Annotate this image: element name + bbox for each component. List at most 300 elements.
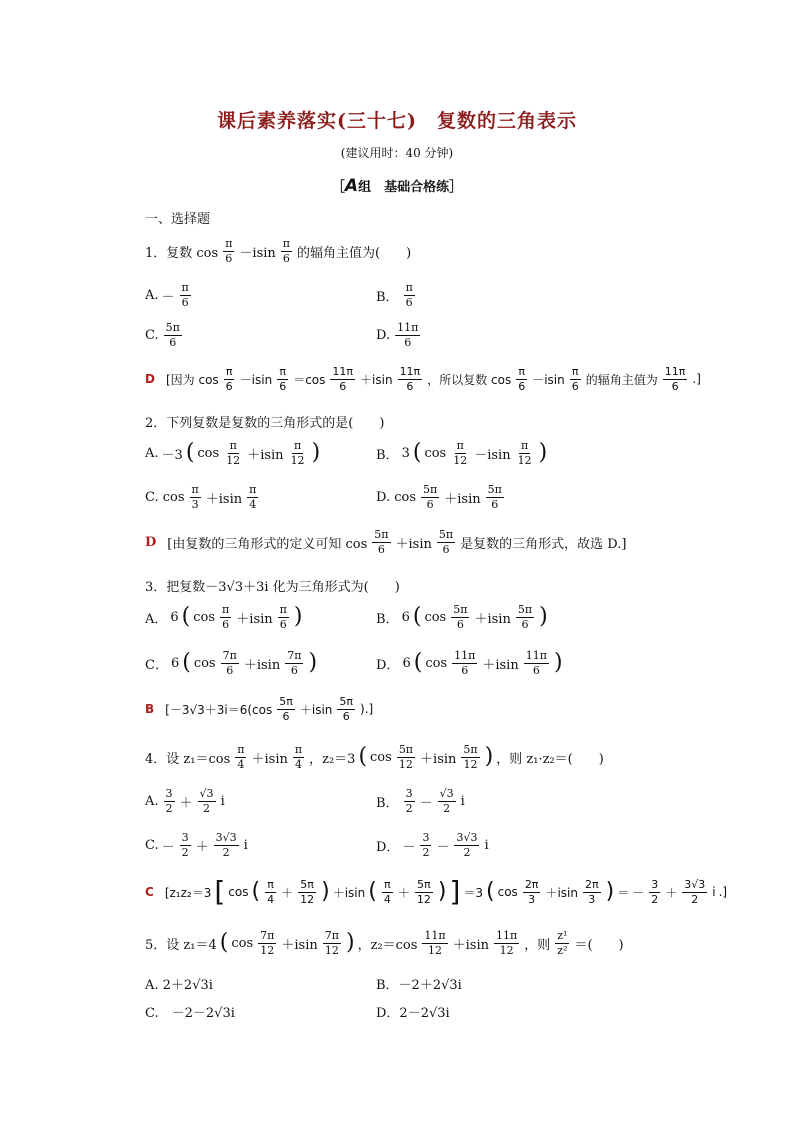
den: 3 [191,497,199,511]
frac [438,788,456,814]
sign: － [161,289,175,305]
num: 5π [165,321,180,334]
q5-stem [145,930,624,956]
paren-close: ) [605,879,615,904]
den: 12 [517,453,532,467]
den: 2 [222,845,230,859]
frac [682,879,707,905]
coef: 6 [402,655,411,671]
frac [289,440,307,466]
den: 6 [181,295,189,309]
num: 11π [664,365,686,378]
frac [372,529,390,555]
page-subtitle: (建议用时：40 分钟) [340,146,454,160]
paren-close: ) [308,650,318,676]
num: 7π [324,929,339,942]
cos: cos [424,445,447,461]
q5-option-c: C. －2－2√3i [145,1006,235,1021]
isin: ＋isin [444,491,481,507]
q1-explanation [145,366,701,392]
den: 2 [651,892,659,906]
coef: 6 [401,609,410,625]
cos: cos [231,935,254,951]
q2-stem: 2．下列复数是复数的三角形式的是( ) [145,416,385,431]
num: 5π [438,528,454,541]
den: 6 [405,295,413,309]
den: 6 [671,379,679,393]
frac [649,879,660,905]
frac [223,238,234,264]
num: 3√3 [215,831,237,844]
label: A. [145,287,159,303]
isin: ＋isin [205,491,243,507]
isin: ＋isin [332,885,366,900]
frac [523,879,541,905]
label: C. [145,327,159,343]
den: 6 [571,379,579,393]
den: 2 [463,845,471,859]
isin: ＋isin [281,937,318,953]
paren-open: ( [182,650,191,676]
num: 2π [524,877,539,891]
bracket-close: ] [449,875,461,908]
label: A． [145,611,168,627]
label: B． [376,795,399,811]
num: 11π [424,929,446,942]
q2-option-d [376,484,506,510]
exp: ＝ [617,885,630,900]
frac [663,366,688,392]
paren-open: ( [181,604,191,630]
paren-open: ( [219,930,229,956]
frac [404,282,415,308]
q1-answer: D [145,372,155,387]
frac [293,744,304,770]
den: 12 [290,453,305,467]
isin: ＋isin [482,657,519,673]
frac [452,650,477,676]
q4-option-a [145,788,225,814]
den: 2 [443,801,451,815]
den: 4 [267,892,275,906]
plus: ＋ [397,885,410,900]
paren-open: ( [413,650,423,676]
frac [278,604,289,630]
frac [164,322,182,348]
num: 5π [423,483,438,496]
num: 3 [405,787,413,800]
den: 2 [165,801,173,815]
den: 12 [453,453,468,467]
q1-stem [145,238,411,264]
exp: [由复数的三角形式的定义可知 cos [167,536,368,552]
isin: ＋isin [236,611,273,627]
exp: ＝3 [463,885,484,900]
bracket-open: [ [214,875,226,908]
den: 2 [203,801,211,815]
label: B． [376,289,399,305]
frac [398,366,423,392]
den: 2 [181,845,189,859]
paren-close: ) [345,930,355,956]
frac [524,650,549,676]
q2-option-c [145,484,260,510]
q4-option-d [376,832,489,858]
cos: cos [424,609,447,625]
label: A. [145,793,159,809]
num: 11π [496,929,518,942]
frac [281,238,292,264]
frac [451,440,469,466]
q4-option-c [145,832,248,858]
paren-close: ) [437,879,447,904]
num: 5π [279,695,293,708]
den: 4 [249,497,257,511]
frac [220,604,231,630]
exp: ＝cos [293,372,326,387]
frac [570,366,581,392]
paren-open: ( [368,879,377,904]
exp: [z₁z₂＝3 [164,885,212,900]
num: π [520,439,529,452]
den: 6 [279,379,287,393]
cos: cos [228,885,249,899]
den: 12 [324,943,339,957]
num: 5π [374,528,389,541]
label: D． [376,839,400,855]
label: D. [376,327,391,343]
frac [285,650,303,676]
frac [486,484,504,510]
paren-close: ) [311,440,321,466]
q5-stem-c: ，则 [524,937,551,953]
num: 5π [453,603,468,616]
exp: [因为 cos [165,372,219,387]
den: 6 [282,251,290,265]
den: 6 [461,663,469,677]
imag-unit: i [460,793,465,809]
den: 6 [225,379,233,393]
den: 12 [428,943,443,957]
paren-open: ( [412,604,422,630]
frac [224,440,242,466]
q4-explanation [145,875,728,908]
exp: －isin [239,372,273,387]
frac [330,366,355,392]
q1-stem-b: 的辐角主值为( ) [297,245,412,261]
q3-option-a [145,604,302,630]
frac [190,484,201,510]
num: π [279,365,287,378]
q1-option-c [145,322,184,348]
frac [404,788,415,814]
paren-close: ) [293,604,303,630]
paren-open: ( [486,879,495,904]
num: √3 [439,787,454,800]
isin: ＋isin [420,751,457,767]
den: 6 [339,379,347,393]
frac [451,604,469,630]
num: π [282,237,291,250]
section-label: 一、选择题 [145,212,211,227]
paren-open: ( [185,440,195,466]
cos: cos [425,655,448,671]
den: 12 [300,892,315,906]
cos: cos [497,885,518,899]
isin: －isin [474,447,511,463]
num: 11π [454,649,476,662]
coef: 6 [170,609,179,625]
frac [235,744,246,770]
plus: ＋ [179,795,193,811]
q2-answer: D [145,534,157,550]
exp: 是复数的三角形式，故选 D.] [460,536,627,552]
paren-close: ) [321,879,330,904]
frac [454,832,479,858]
num: π [229,439,237,452]
frac [214,832,239,858]
den: 6 [279,617,287,631]
num: π [571,365,579,378]
plus: ＋ [195,839,209,855]
num: 7π [222,649,237,662]
num: 3√3 [684,877,706,891]
q1-stem-a: 1．复数 cos [145,245,219,261]
num: 11π [332,365,354,378]
plus: ＋ [665,885,678,900]
frac [164,788,175,814]
label: D. cos [376,489,417,505]
label: A. [145,445,159,461]
exp: .] [718,885,728,899]
frac [277,696,295,722]
den: 6 [226,663,234,677]
label: C． [145,657,168,673]
paren-close: ) [539,604,548,630]
label: B． [376,611,399,627]
den: 12 [226,453,241,467]
frac [516,604,534,630]
imag-unit: i [712,885,716,899]
den: 6 [282,709,290,723]
neg: － [161,839,175,855]
num: π [267,877,274,891]
isin: ＋isin [474,611,511,627]
num: π [293,439,302,452]
paren-open: ( [412,440,422,466]
num: 5π [517,603,533,616]
q3-option-c [145,650,317,676]
den: 12 [463,757,478,771]
den: 3 [528,892,536,906]
den: 6 [169,335,177,349]
coef: 6 [170,655,180,671]
frac [180,832,191,858]
frac [258,930,276,956]
q4-option-b [376,788,465,814]
num: 3 [651,877,659,891]
exp: 的辐角主值为 [585,372,658,387]
q5-option-b: B．－2＋2√3i [376,978,462,993]
den: 6 [222,617,230,631]
num: 5π [398,743,414,756]
num: π [181,281,189,294]
minus: － [436,839,450,855]
den: 12 [260,943,275,957]
q1-minus-isin: －isin [239,245,276,261]
frac [415,879,433,905]
exp: ＋isin [299,702,333,717]
q3-answer: B [145,702,155,717]
den: 12 [398,757,413,771]
frac [337,696,355,722]
frac [437,529,455,555]
frac [516,366,527,392]
frac [583,879,601,905]
neg: － [632,885,645,900]
group-open: ［ [331,180,345,195]
num: 3 [181,831,189,844]
num: 7π [260,929,275,942]
num: 5π [417,877,431,891]
paren-open: ( [358,744,368,770]
num: π [405,281,413,294]
neg: － [402,839,416,855]
den: 6 [456,617,464,631]
frac [298,879,316,905]
q5-stem-a: 5．设 z₁＝4 [145,937,217,953]
den: 6 [426,497,434,511]
num: 2π [584,877,599,891]
den: 2 [422,845,430,859]
q1-option-d [376,322,422,348]
frac [277,366,288,392]
paren-close: ) [553,650,563,676]
label: C. cos [145,489,185,505]
den: 6 [290,663,298,677]
q5-option-a: A. 2＋2√3i [145,978,213,993]
q1-option-a [145,282,193,308]
coef: －3 [161,447,183,463]
q5-stem-b: ，z₂＝cos [357,937,418,953]
imag-unit: i [220,793,225,809]
den: 4 [294,757,302,771]
paren-close: ) [484,744,494,770]
frac [180,282,191,308]
num: π [249,483,257,496]
num: 5π [463,743,478,756]
q2-option-b [376,440,547,466]
den: 6 [442,542,450,556]
label: B． [376,447,399,463]
cos: cos [370,749,392,765]
num: π [518,365,526,378]
frac [224,366,235,392]
minus: － [419,795,433,811]
num: 5π [300,877,314,891]
num: 11π [525,649,547,662]
num: π [384,877,391,891]
q4-stem-c: ，则 z₁·z₂＝( ) [496,751,604,767]
q2-option-a [145,440,320,466]
den: 2 [405,801,413,815]
frac [555,930,569,956]
isin: ＋isin [545,885,578,900]
num: 7π [287,649,302,662]
q3-explanation [145,696,373,722]
frac [323,930,341,956]
num: 11π [399,365,421,378]
num: π [456,439,464,452]
imag-unit: i [484,837,489,853]
den: 6 [491,497,499,511]
den: 6 [406,379,414,393]
num: π [279,603,287,616]
exp: .] [692,372,701,387]
page-title: 课后素养落实(三十七) 复数的三角表示 [217,110,577,132]
paren-close: ) [538,440,548,466]
frac [395,322,420,348]
num: π [191,483,199,496]
cos: cos [193,655,216,671]
plus: ＋ [281,885,294,900]
den: 6 [521,617,529,631]
den: 6 [225,251,233,265]
group-letter: A [344,176,359,196]
imag-unit: i [243,837,248,853]
num: 3 [422,831,430,844]
den: 6 [518,379,526,393]
frac [265,879,276,905]
q4-stem-b: ，z₂＝3 [309,751,356,767]
exp: ＋isin [395,536,432,552]
num: 5π [339,695,354,708]
den: 6 [404,335,412,349]
frac [221,650,239,676]
isin: ＋isin [247,447,284,463]
frac [420,832,431,858]
q3-option-d [376,650,563,676]
frac [422,930,447,956]
exp: ，所以复数 cos [427,372,512,387]
label: D． [376,657,400,673]
den: 4 [383,892,391,906]
den: 4 [237,757,245,771]
label: C. [145,837,159,853]
q3-option-b [376,604,548,630]
num: 3√3 [456,831,478,844]
num: π [237,743,245,756]
den: 3 [588,892,596,906]
num: π [225,237,233,250]
num: π [294,743,303,756]
q1-option-b [376,282,417,308]
group-label: 组 基础合格练］ [358,180,463,195]
den: 6 [342,709,350,723]
q2-explanation [145,529,626,555]
frac [494,930,519,956]
num: π [222,603,230,616]
den: 6 [532,663,540,677]
q4-stem-a: 4．设 z₁＝cos [145,751,231,767]
exp: ).] [360,702,374,717]
den: 12 [416,892,431,906]
exp: －isin [532,372,565,387]
frac [198,788,216,814]
exp: [－3√3＋3i＝6(cos [165,702,273,717]
frac [516,440,534,466]
q3-stem: 3．把复数－3√3＋3i 化为三角形式为( ) [145,580,400,595]
